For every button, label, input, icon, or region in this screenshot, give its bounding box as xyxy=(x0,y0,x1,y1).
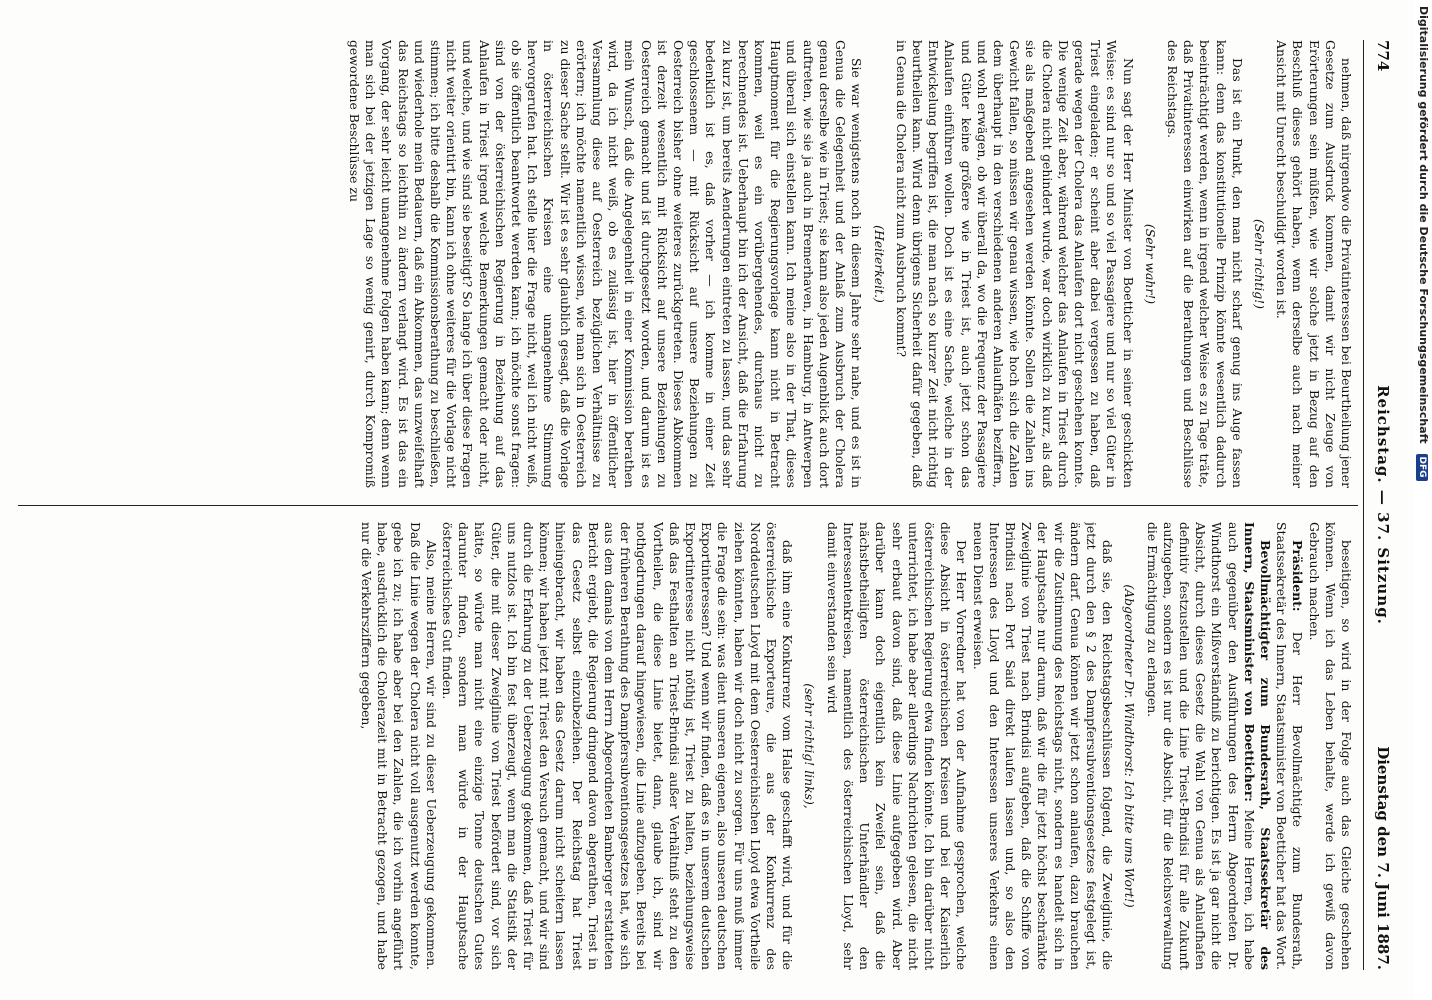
right-column xyxy=(34,522,1354,970)
page-header xyxy=(1366,40,1392,970)
paragraph: Sie war wenigstens noch in diesem Jahre sehr nahe, und es ist in Genua die Gelegenheit und der Anlaß zum Ausbruch der Cholera genau derselbe wie in Triest; sie kann also jeden Augenblick auch dort auftreten, wie sie ja auch in Bremerhaven, in Hamburg, in Antwerpen und überall sich einstellen kann. Ich meine also in der That, dieses Hauptmoment für die Regierungsvorlage kann nicht in Betracht kommen, weil es ein vorübergehendes, durchaus nicht zu berechnendes ist. Ueberhaupt bin ich der Ansicht, daß die Erfahrung zu kurz ist, um bereits Aenderungen eintreten zu lassen, und das sehr bedenklich ist es, daß vorher — ich komme in einer Zeit geschlossenem — mit Rücksicht auf unsere Beziehungen zu Oesterreich bisher ohne weiteres zurückgetreten. Dieses Abkommen ist derzeit wesentlich mit Rücksicht auf unsere Beziehungen zu Oesterreich gemacht und ist durchgesetzt worden, und darum ist es mein Wunsch, daß die Angelegenheit in einer Kommission berathen wird, da ich nicht weiß, ob es zulässig ist, hier in öffentlicher Versammlung diese auf Oesterreich bezüglichen Verhältnisse zu erörtern; ich möchte namentlich wissen, wie man sich in Oesterreich zu dieser Sache stellt. Wir ist es sehr glaublich gesagt, daß die Vorlage in österreichischen Kreisen eine unangenehme Stimmung hervorgerufen hat. Ich stelle hier die Frage nicht, weil ich nicht weiß, ob sie öffentlich beantwortet werden kann; ich möchte sonst fragen: sind von der österreichischen Regierung in Beziehung auf das Anlaufen in Triest irgend welche Bemerkungen gemacht oder nicht, und welche, und wie sind sie beseitigt? So lange ich über diese Fragen nicht weiter orientirt bin, kann ich ohne weiteres für die Vorlage nicht stimmen; ich bitte deshalb die Kommissionsberathung zu beschließen, und wiederhole mein Bedauern, daß ein Abkommen, das unzweifelhaft das Reichstags so leichthin zu ändern verlangt wird. Es ist das ein Vorgang, der sehr leicht unangenehme Folgen haben kann; denn wenn man sich bei der jetzigen Lage so wenig genirt, durch Kompromiß gewordene Beschlüsse zu xyxy=(347,40,865,488)
header-rule xyxy=(1363,40,1364,970)
paragraph: Das ist ein Punkt, den man nicht scharf genug ins Auge fassen kann: denn das konstitutionelle Prinzip könnte wesentlich dadurch beeinträchtigt werden, wenn in irgend welcher Weise es zu Tage träte, daß Privatinteressen einwirken auf die Berathungen und Beschlüsse des Reichstags. xyxy=(1164,40,1245,488)
paragraph: Der Herr Vorredner hat von der Aufnahme gesprochen, welche diese Absicht in österreichischen Kreisen und bei der Kaiserlich österreichischen Regierung etwa finden könnte. Ich bin darüber nicht unterrichtet, ich habe aber allerdings Nachrichten gelesen, die nicht sehr erbaut davon sind, daß diese Linie aufgegeben wird. Aber darüber kann doch eigentlich kein Zweifel sein, daß die nächstbetheiligten österreichischen Unterhändler den Interessentenkreisen, namentlich des österreichischen Lloyd, sehr damit einverstanden sein wird xyxy=(824,522,970,970)
page-title: Reichstag. — 37. Sitzung. xyxy=(1374,385,1392,625)
funding-text: Digitalisierung gefördert durch die Deutsche Forschungsgemeinschaft xyxy=(1417,6,1430,444)
dfg-logo: DFG xyxy=(1416,454,1428,481)
funding-note xyxy=(1414,0,1432,1000)
paragraph: Bevollmächtigter zum Bundesrath, Staatssekretär des Innern, Staatsminister von Boetticher: Meine Herren, ich habe auch gegenüber den Ausführungen des Herrn Abgeordneten Dr. Windthorst ein Mißverständniß zu berichtigen. Es ist ja gar nicht die Absicht, durch dieses Gesetz die Wahl von Genua als Anlaufhafen definitiv festzustellen und die Linie Triest-Brindisi für alle Zukunft aufzugeben, sondern es ist nur die Absicht, für die Reichsverwaltung die Ermächtigung zu erlangen. xyxy=(1144,522,1273,970)
paragraph: Präsident: Der Herr Bevollmächtigte zum Bundesrath, Staatssekretär des Innern, Staatsminister von Boetticher hat das Wort. xyxy=(1274,522,1306,970)
paragraph: Also, meine Herren, wir sind zu dieser Ueberzeugung gekommen. Daß die Linie wegen der Cholera nicht voll ausgenutzt werden konnte, gebe ich zu; ich habe aber bei den Zahlen, die ich vorhin angeführt habe, ausdrücklich die Cholerazeit mit in Betracht gezogen, und habe nur die Verkehrsziffern gegeben, xyxy=(359,522,439,970)
column-divider xyxy=(18,505,1358,506)
speaker-name: Präsident: xyxy=(1290,540,1306,632)
interjection: (sehr richtig! links), xyxy=(802,683,818,809)
paragraph: nehmen, daß nirgendwo die Privatinteressen bei Beurtheilung jener Gesetze zum Ausdruck kommen, damit wir nicht Zeuge von Erörterungen sein müßten, wie wir solche jetzt in Bezug auf den Beschluß dieses gehört haben, wenn derselbe auch nach meiner Ansicht mit Unrecht beschuldigt worden ist. xyxy=(1274,40,1354,488)
interjection: (Sehr wahr!) xyxy=(1142,223,1158,305)
page-number: 774 xyxy=(1374,40,1392,72)
paragraph: Nun sagt der Herr Minister von Boetticher in seiner geschickten Weise: es sind nur so und so viel Passagiere und nur so viel Güter in Triest eingeladen; er scheint aber dabei vergessen zu haben, daß gerade wegen der Cholera das Anlaufen dort nicht geschehen konnte. Die wenige Zeit aber, während welcher das Anlaufen in Triest durch die Cholera nicht gehindert wurde, war doch wirklich zu kurz, als daß sie als maßgebend angesehen werden könnte. Sollen die Zahlen ins Gewicht fallen, so müssen wir genau wissen, wie hoch sich die Zahlen dem überhaupt in den verschiedenen anderen Anlaufhäfen beziffern, und wohl erwägen, ob wir überall da, wo die Frequenz der Passagiere und Güter keine größere wie in Triest ist, auch jetzt schon das Anlaufen einführen wollen. Doch ist es eine Sache, welche in der Entwickelung begriffen ist, die man nach so kurzer Zeit nicht richtig beurtheilen kann. Wird denn übrigens Sicherheit dafür gegeben, daß in Genua die Cholera nicht zum Ausbruch kommt? xyxy=(893,40,1136,488)
paragraph: daß ihm eine Konkurrenz vom Halse geschafft wird, und für die österreichische Exporteure, die aus der Konkurrenz des Norddeutschen Lloyd mit dem Oesterreichischen Lloyd etwa Vortheile ziehen könnten, haben wir doch nicht zu sorgen. Für uns muß immer die Frage die sein: was dient unseren eigenen, also unseren deutschen Exportinteressen? Und wenn wir finden, daß es in unserem deutschen Exportinteresse nicht nöthig ist, Triest zu halten, beziehungsweise daß das Festhalten an Triest-Brindisi außer Verhältniß steht zu den Vortheilen, die diese Linie bietet, dann, glaube ich, sind wir nothgedrungen darauf hingewiesen, die Linie aufzugeben. Bereits bei der früheren Berathung des Dampfersubventionsgesetzes hat, wie sich aus dem damals von dem Herrn Abgeordneten Bamberger erstatteten Bericht ergiebt, die Regierung dringend davon abgerathen, Triest in das Gesetz selbst einzubeziehen. Der Reichstag hat Triest hineingebracht, wir haben das Gesetz darum nicht scheitern lassen können; wir haben jetzt mit Triest den Versuch gemacht, und wir sind durch die Erfahrung zu der Ueberzeugung gekommen, daß Triest für uns nutzlos ist. Ich bin fest überzeugt, wenn man die Statistik der Güter, die mit dieser Zweiglinie von Triest befördert sind, vor sich hätte, so würde man nicht eine einzige Tonne deutschen Gutes darunter finden, sondern man würde in der Hauptsache österreichisches Gut finden. xyxy=(440,522,796,970)
speaker-name: Bevollmächtigter zum Bundesrath, Staatssekretär des Innern, Staatsminister von Boetticher: xyxy=(1241,522,1273,970)
paragraph: daß sie, den Reichstagsbeschlüssen folgend, die Zweiglinie, die jetzt durch den § 2 des Dampfersubventionsgesetzes festgelegt ist, ändern darf. Genua können wir jetzt schon anlaufen, dazu brauchen wir die Zustimmung des Reichstags nicht, sondern es handelt sich in der Hauptsache nur darum, daß wir die für jetzt höchst beschränkte Zweiglinie von Triest nach Brindisi aufgeben, daß die Schiffe von Brindisi nach Port Said direkt laufen lassen und, so also den Interessen des Lloyd und den Interessen unseres Verkehrs einen neuen Dienst erweisen. xyxy=(970,522,1116,970)
session-date: Dienstag den 7. Juni 1887. xyxy=(1374,746,1392,970)
left-column xyxy=(34,40,1354,488)
interjection: (Sehr richtig!) xyxy=(1251,219,1267,309)
interjection: (Abgeordneter Dr. Windthorst: Ich bitte ums Wort!) xyxy=(1122,584,1138,908)
paragraph: beseitigen, so wird in der Folge auch das Gleiche geschehen können. Wenn ich das Leben behalte, werde ich gewiß davon Gebrauch machen. xyxy=(1306,522,1354,970)
interjection: (Heiterkeit.) xyxy=(871,225,887,303)
footer-strip xyxy=(1414,0,1432,1000)
